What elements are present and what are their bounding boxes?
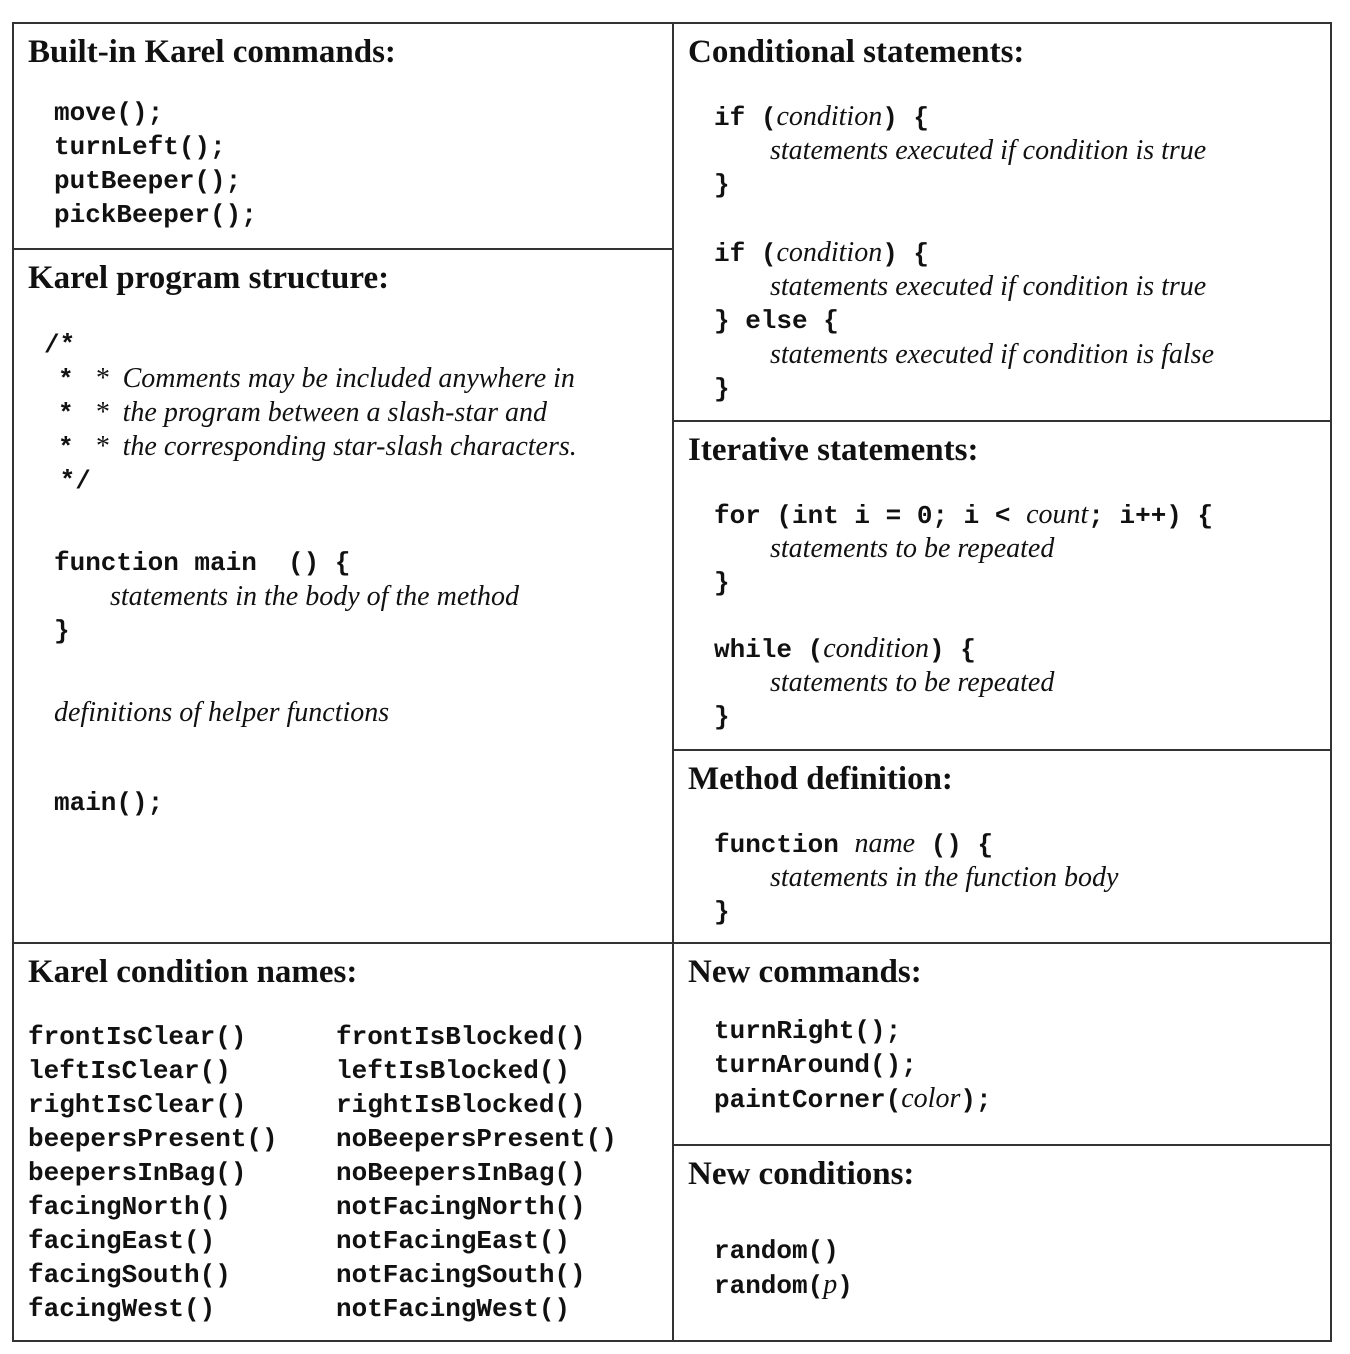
new-conditions-section <box>674 1146 1330 1340</box>
condition-name: leftIsClear() <box>28 1056 231 1086</box>
for-body: statements to be repeated <box>770 533 1055 564</box>
iterative-statements-section <box>674 422 1330 749</box>
condition-name: frontIsBlocked() <box>336 1022 586 1052</box>
code-line: putBeeper(); <box>54 166 242 196</box>
condition-name: noBeepersInBag() <box>336 1158 586 1188</box>
else-body: statements executed if condition is false <box>770 339 1215 370</box>
program-structure-section: Karel program structure: /* * * Comments may be included anywhere in * * the program between a slash-star and * * the corresponding star-slash characters. */ function main () { statements in the body of the method } definitions of helper functions main(); <box>28 260 577 818</box>
method-definition-section <box>674 751 1330 942</box>
main-body: statements in the body of the method <box>110 581 520 612</box>
comment-text: * the corresponding star-slash characters. <box>87 431 577 462</box>
closing-brace: } <box>714 568 730 598</box>
section-title: Karel condition names: <box>28 954 358 990</box>
code-line: turnLeft(); <box>54 132 226 162</box>
reference-sheet <box>12 22 1332 1342</box>
for-line: for (int i = 0; i < count; i++) { <box>714 499 1214 531</box>
comment-text: * Comments may be included anywhere in <box>87 363 575 394</box>
condition-name: facingNorth() <box>28 1192 231 1222</box>
condition-name: frontIsClear() <box>28 1022 247 1052</box>
condition-name: facingSouth() <box>28 1260 231 1290</box>
section-title: New conditions: <box>688 1156 915 1192</box>
if-line: if (condition) { <box>714 237 930 269</box>
condition-name: notFacingNorth() <box>336 1192 586 1222</box>
section-title: Method definition: <box>688 761 953 797</box>
condition-name: facingEast() <box>28 1226 216 1256</box>
section-title: New commands: <box>688 954 922 990</box>
condition-name: notFacingEast() <box>336 1226 571 1256</box>
function-body: statements in the function body <box>770 862 1119 893</box>
condition-name: rightIsClear() <box>28 1090 247 1120</box>
comment-close: */ <box>44 466 91 496</box>
condition-name: noBeepersPresent() <box>336 1124 617 1154</box>
section-title: Conditional statements: <box>688 34 1025 70</box>
condition-name: notFacingSouth() <box>336 1260 586 1290</box>
if-body: statements executed if condition is true <box>770 135 1207 166</box>
closing-brace: } <box>714 170 730 200</box>
builtin-commands-section <box>14 24 672 248</box>
helper-definitions: definitions of helper functions <box>54 697 390 728</box>
closing-brace: } <box>714 702 730 732</box>
code-line: pickBeeper(); <box>54 200 257 230</box>
conditional-statements-section <box>674 24 1330 420</box>
section-title: Iterative statements: <box>688 432 979 468</box>
code-line: random(p) <box>714 1269 853 1301</box>
condition-name: notFacingWest() <box>336 1294 571 1324</box>
closing-brace: } <box>714 374 730 404</box>
if-line: if (condition) { <box>714 101 930 133</box>
comment-text: * the program between a slash-star and <box>87 397 547 428</box>
condition-name: leftIsBlocked() <box>336 1056 571 1086</box>
section-title: Karel program structure: <box>28 260 390 296</box>
comment-open: /* <box>44 330 76 360</box>
condition-names-section <box>14 944 672 1340</box>
main-call: main(); <box>54 788 164 818</box>
condition-name: beepersPresent() <box>28 1124 278 1154</box>
condition-name: facingWest() <box>28 1294 216 1324</box>
code-line: turnAround(); <box>714 1050 917 1080</box>
closing-brace: } <box>54 616 70 646</box>
code-line: turnRight(); <box>714 1016 902 1046</box>
closing-brace: } <box>714 897 730 927</box>
while-body: statements to be repeated <box>770 667 1055 698</box>
else-line: } else { <box>714 306 839 336</box>
condition-name: beepersInBag() <box>28 1158 247 1188</box>
new-commands-section <box>674 944 1330 1144</box>
while-line: while (condition) { <box>714 633 976 665</box>
code-line: paintCorner(color); <box>714 1083 992 1115</box>
if-body: statements executed if condition is true <box>770 271 1207 302</box>
condition-name: rightIsBlocked() <box>336 1090 586 1120</box>
code-line: random() <box>714 1236 839 1266</box>
main-declaration: function main () { <box>54 548 351 578</box>
code-line: move(); <box>54 98 164 128</box>
section-title: Built-in Karel commands: <box>28 34 396 70</box>
function-line: function name () { <box>714 828 994 860</box>
